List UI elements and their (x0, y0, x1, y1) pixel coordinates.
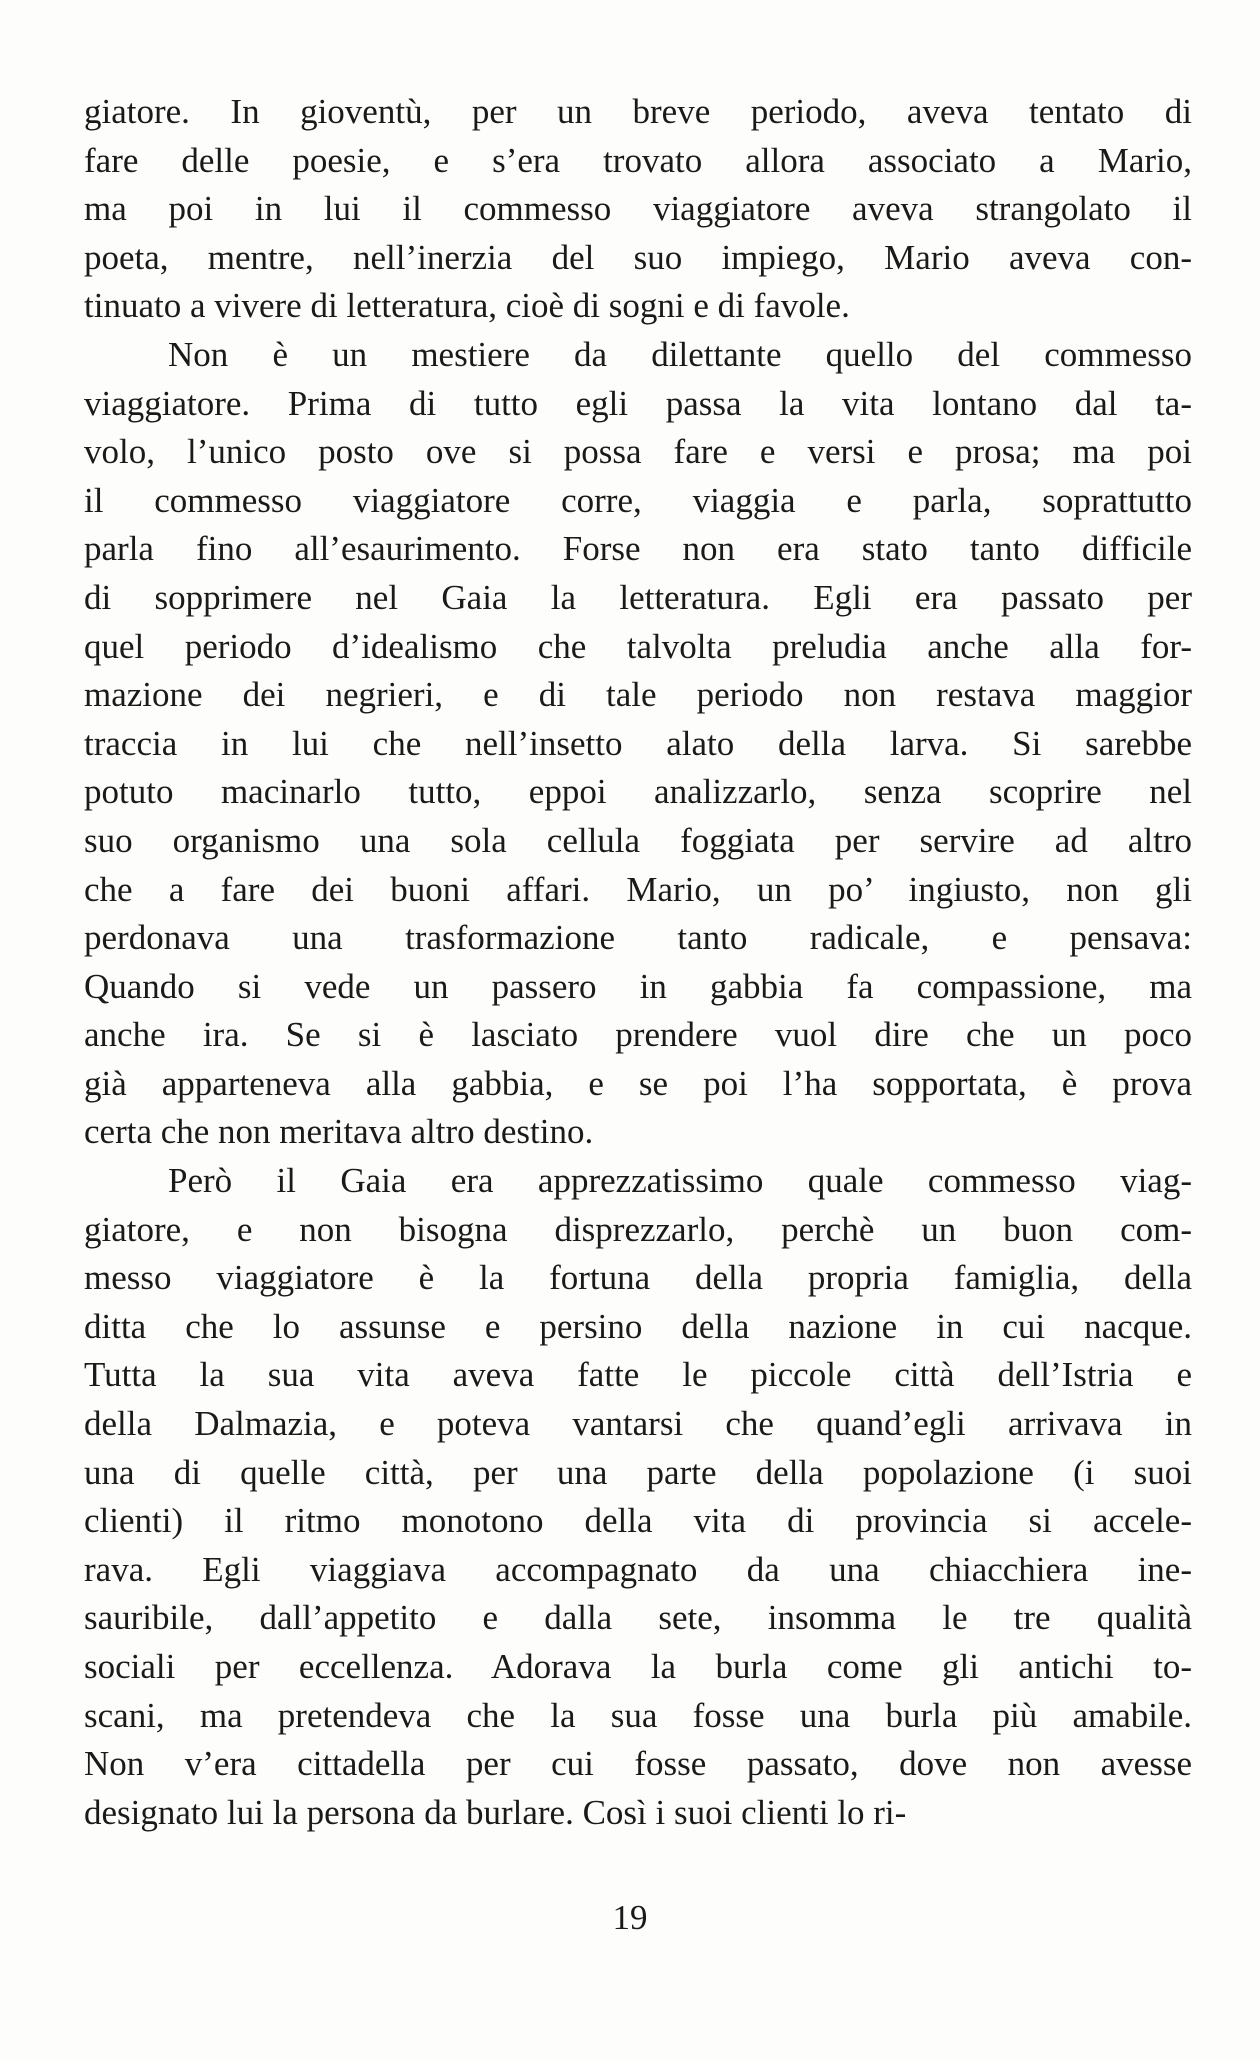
text-line: di sopprimere nel Gaia la letteratura. Egli era passato per (84, 577, 1192, 617)
text-line: giatore. In gioventù, per un breve periodo, aveva tentato di (84, 92, 1192, 131)
text-line: tinuato a vivere di letteratura, cioè di sogni e di favole. (84, 286, 850, 326)
paragraph (84, 331, 1192, 1157)
text-line: Non v’era cittadella per cui fosse passato, dove non avesse (84, 1744, 1192, 1784)
text-line: sociali per eccellenza. Adorava la burla come gli antichi to- (84, 1647, 1192, 1686)
paragraph (84, 1157, 1192, 1837)
text-line: fare delle poesie, e s’era trovato allora associato a Mario, (84, 140, 1192, 180)
text-line: della Dalmazia, e poteva vantarsi che quand’egli arrivava in (84, 1404, 1192, 1444)
text-line: volo, l’unico posto ove si possa fare e versi e prosa; ma poi (84, 432, 1192, 472)
text-line: che a fare dei buoni affari. Mario, un po’ ingiusto, non gli (84, 869, 1192, 909)
text-line: Quando si vede un passero in gabbia fa compassione, ma (84, 966, 1192, 1006)
paragraph (84, 88, 1192, 331)
text-line: quel periodo d’idealismo che talvolta preludia anche alla for- (84, 626, 1192, 666)
text-line: Però il Gaia era apprezzatissimo quale commesso viag- (168, 1161, 1192, 1201)
text-line: il commesso viaggiatore corre, viaggia e parla, soprattutto (84, 480, 1192, 520)
text-line: suo organismo una sola cellula foggiata per servire ad altro (84, 820, 1192, 860)
text-line: traccia in lui che nell’insetto alato della larva. Si sarebbe (84, 723, 1192, 763)
text-line: già apparteneva alla gabbia, e se poi l’ha sopportata, è prova (84, 1063, 1192, 1103)
text-line: scani, ma pretendeva che la sua fosse una burla più amabile. (84, 1695, 1192, 1735)
text-line: Tutta la sua vita aveva fatte le piccole città dell’Istria e (84, 1355, 1192, 1395)
text-line: parla fino all’esaurimento. Forse non era stato tanto difficile (84, 529, 1192, 569)
text-line: designato lui la persona da burlare. Così i suoi clienti lo ri- (84, 1792, 907, 1832)
text-line: ditta che lo assunse e persino della nazione in cui nacque. (84, 1306, 1192, 1346)
text-line: messo viaggiatore è la fortuna della propria famiglia, della (84, 1258, 1192, 1298)
text-line: poeta, mentre, nell’inerzia del suo impiego, Mario aveva con- (84, 237, 1192, 277)
text-line: ma poi in lui il commesso viaggiatore aveva strangolato il (84, 189, 1192, 229)
text-line: giatore, e non bisogna disprezzarlo, perchè un buon com- (84, 1209, 1192, 1249)
text-line: perdonava una trasformazione tanto radicale, e pensava: (84, 918, 1192, 958)
body-text (84, 88, 1192, 1837)
text-line: mazione dei negrieri, e di tale periodo non restava maggior (84, 675, 1192, 715)
text-line: clienti) il ritmo monotono della vita di provincia si accele- (84, 1501, 1192, 1541)
text-line: sauribile, dall’appetito e dalla sete, insomma le tre qualità (84, 1598, 1192, 1638)
text-line: anche ira. Se si è lasciato prendere vuol dire che un poco (84, 1015, 1192, 1055)
text-line: potuto macinarlo tutto, eppoi analizzarlo, senza scoprire nel (84, 772, 1192, 812)
text-line: viaggiatore. Prima di tutto egli passa la vita lontano dal ta- (84, 383, 1192, 423)
text-line: certa che non meritava altro destino. (84, 1112, 594, 1152)
text-line: una di quelle città, per una parte della popolazione (i suoi (84, 1452, 1192, 1492)
page-number: 19 (612, 1898, 648, 1937)
text-line: Non è un mestiere da dilettante quello del commesso (168, 334, 1192, 374)
text-line: rava. Egli viaggiava accompagnato da una chiacchiera ine- (84, 1549, 1192, 1589)
